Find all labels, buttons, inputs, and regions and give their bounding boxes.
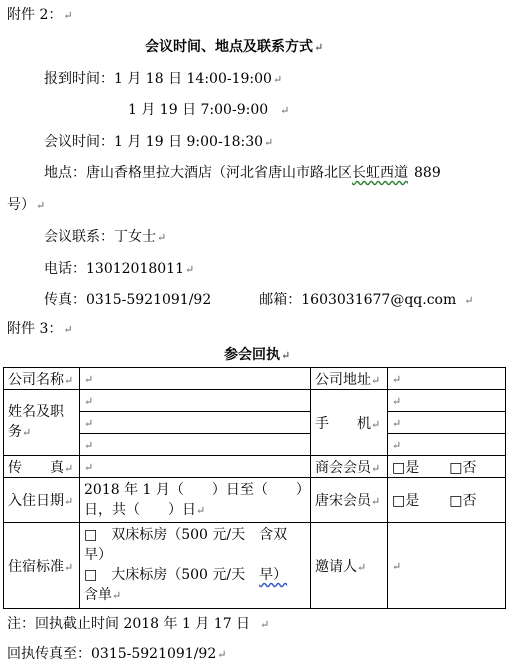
checkin-time-line-2: 1 月 19 日 7:00-9:00 ↵: [128, 102, 290, 118]
contact-line: 会议联系：丁女士↵: [44, 229, 167, 245]
fax-field[interactable]: ↵: [80, 456, 311, 478]
no-checkbox[interactable]: □否: [449, 459, 477, 476]
yes-checkbox[interactable]: □是: [392, 493, 420, 509]
accommodation-options[interactable]: □ 双床标房（500 元/天 含双 早） □ 大床标房（500 元/天 早） 含单↵: [80, 523, 311, 609]
name-position-field-3[interactable]: ↵: [80, 434, 311, 456]
mobile-field-2[interactable]: ↵: [388, 412, 506, 434]
reply-form-table: [3, 367, 506, 609]
fax-email-line: 传真：0315-5921091/92 邮箱：1603031677@qq.com ↵: [44, 292, 474, 308]
table-row: [4, 523, 506, 609]
chamber-member-label: 商会会员↵: [311, 456, 388, 478]
inviter-label: 邀请人↵: [311, 523, 388, 609]
checkin-time-line: 报到时间：1 月 18 日 14:00-19:00↵: [44, 71, 283, 87]
attachment3-title: 参会回执↵: [224, 347, 291, 363]
name-position-field-1[interactable]: ↵: [80, 390, 311, 412]
name-position-field-2[interactable]: ↵: [80, 412, 311, 434]
company-name-field[interactable]: ↵: [80, 368, 311, 390]
venue-line-cont: 号）↵: [7, 197, 46, 213]
table-row: [4, 412, 506, 434]
accommodation-label: 住宿标准↵: [4, 523, 80, 609]
fax-label: 传 真↵: [4, 456, 80, 478]
company-address-field[interactable]: ↵: [388, 368, 506, 390]
attachment2-title: 会议时间、地点及联系方式↵: [145, 39, 324, 55]
company-name-label: 公司名称↵: [4, 368, 80, 390]
room-king-option[interactable]: □ 大床标房（500 元/天 早）: [84, 567, 288, 583]
table-row: [4, 390, 506, 412]
inviter-field[interactable]: ↵: [388, 523, 506, 609]
attachment3-label: 附件 3：↵: [7, 321, 73, 337]
meeting-time-line: 会议时间：1 月 19 日 9:00-18:30↵: [44, 134, 274, 150]
mobile-field-3[interactable]: ↵: [388, 434, 506, 456]
checkin-date-field[interactable]: 2018 年 1 月（ ）日至（ ） 日，共（ ）日↵: [80, 478, 311, 523]
room-double-option[interactable]: □ 双床标房（500 元/天 含双: [84, 527, 288, 543]
company-address-label: 公司地址↵: [311, 368, 388, 390]
checkin-date-label: 入住日期↵: [4, 478, 80, 523]
mobile-label: 手 机↵: [311, 390, 388, 456]
name-position-label: 姓名及职务↵: [4, 390, 80, 456]
tangsong-member-label: 唐宋会员↵: [311, 478, 388, 523]
table-row: [4, 478, 506, 523]
tangsong-member-options[interactable]: [388, 478, 506, 523]
deadline-note: 注：回执截止时间 2018 年 1 月 17 日 ↵: [7, 616, 270, 632]
venue-line: 地点：唐山香格里拉大酒店（河北省唐山市路北区长虹西道 889: [44, 165, 441, 181]
table-row: [4, 434, 506, 456]
attachment2-label: 附件 2：↵: [7, 7, 73, 23]
yes-checkbox[interactable]: □是: [392, 459, 420, 476]
table-row: [4, 456, 506, 478]
chamber-member-options[interactable]: [388, 456, 506, 478]
mobile-field-1[interactable]: ↵: [388, 390, 506, 412]
phone-line: 电话：13012018011↵: [44, 261, 195, 277]
fax-to-note: 回执传真至：0315-5921091/92↵: [7, 646, 227, 662]
table-row: [4, 368, 506, 390]
no-checkbox[interactable]: □否: [449, 493, 477, 509]
